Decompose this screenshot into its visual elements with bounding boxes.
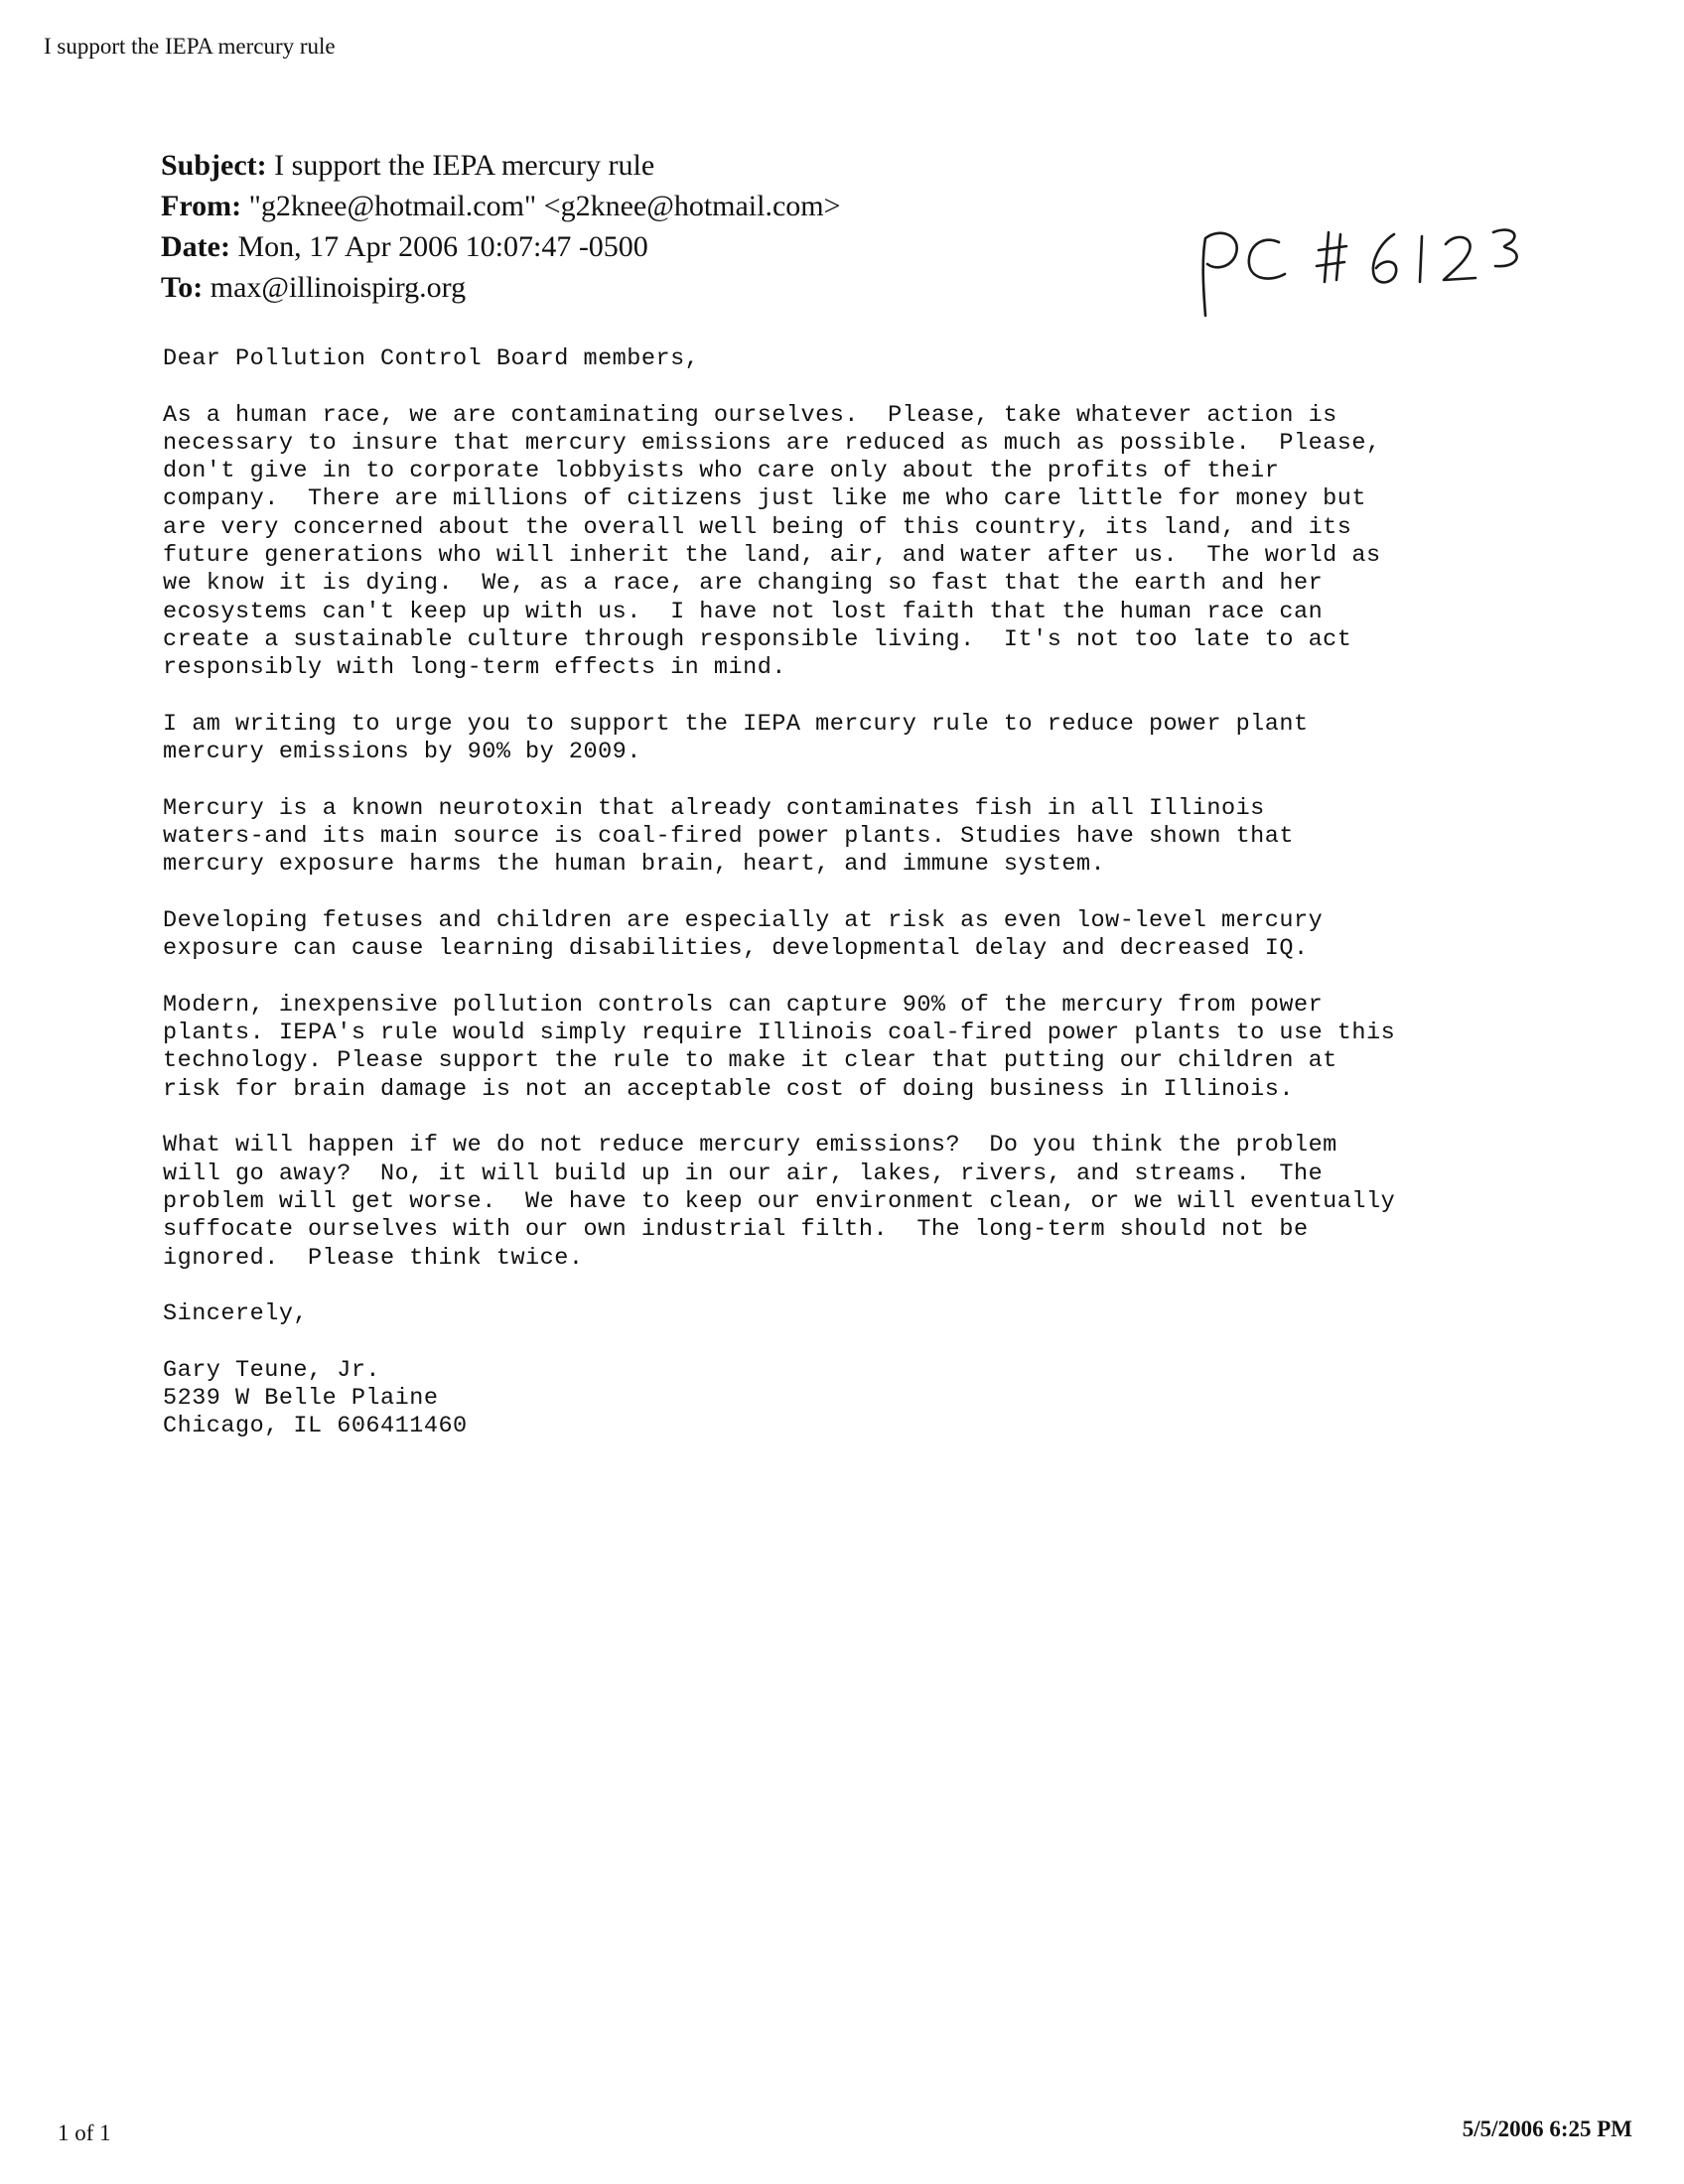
date-value: Mon, 17 Apr 2006 10:07:47 -0500	[237, 230, 648, 263]
greeting: Dear Pollution Control Board members,	[163, 345, 700, 372]
date-label: Date:	[161, 230, 230, 263]
from-row	[161, 186, 841, 226]
email-headers	[161, 145, 841, 308]
to-label: To:	[161, 271, 204, 304]
body-paragraph: Mercury is a known neurotoxin that already contaminates fish in all Illinois waters-and its main source is coal-fired power plants. Studies have shown that mercury exposure harms the human brain, heart, and immune system.	[163, 794, 1294, 879]
body-paragraph: Modern, inexpensive pollution controls can capture 90% of the mercury from power plants. IEPA's rule would simply require Illinois coal-fired power plants to use this technology. Please support the rule to make it clear that putting our children at risk for brain damage is not an acceptable cost of doing business in Illinois.	[163, 991, 1396, 1103]
email-body	[163, 345, 1553, 1469]
body-paragraph: Developing fetuses and children are especially at risk as even low-level mercury exposure can cause learning disabilities, developmental delay and decreased IQ.	[163, 906, 1324, 963]
subject-row	[161, 145, 841, 186]
print-header-title: I support the IEPA mercury rule	[44, 34, 336, 59]
closing: Sincerely,	[163, 1300, 309, 1328]
to-value: max@illinoispirg.org	[210, 271, 467, 304]
subject-value: I support the IEPA mercury rule	[274, 149, 655, 182]
printed-timestamp: 5/5/2006 6:25 PM	[1462, 2116, 1632, 2141]
body-paragraph: As a human race, we are contaminating ourselves. Please, take whatever action is necessary to insure that mercury emissions are reduced as much as possible. Please, don't give in to corporate lobbyists who care only about the profits of their company. There are millions of citizens just like me who care little for money but are very concerned about the overall well being of this country, its land, and its future generations who will inherit the land, air, and water after us. The world as we know it is dying. We, as a race, are changing so fast that the earth and her ecosystems can't keep up with us. I have not lost faith that the human race can create a sustainable culture through responsible living. It's not too late to act responsibly with long-term effects in mind.	[163, 401, 1381, 682]
page-count: 1 of 1	[58, 2120, 111, 2145]
subject-label: Subject:	[161, 149, 267, 182]
to-row	[161, 267, 841, 308]
date-row	[161, 226, 841, 267]
from-label: From:	[161, 190, 242, 222]
body-paragraph: I am writing to urge you to support the IEPA mercury rule to reduce power plant mercury emissions by 90% by 2009.	[163, 710, 1309, 766]
handwritten-annotation	[1192, 220, 1549, 330]
signature-block: Gary Teune, Jr. 5239 W Belle Plaine Chicago, IL 606411460	[163, 1356, 468, 1440]
from-value: "g2knee@hotmail.com" <g2knee@hotmail.com>	[248, 190, 841, 222]
body-paragraph: What will happen if we do not reduce mercury emissions? Do you think the problem will go away? No, it will build up in our air, lakes, rivers, and streams. The problem will get worse. We have to keep our environment clean, or we will eventually suffocate ourselves with our own industrial filth. The long-term should not be ignored. Please think twice.	[163, 1132, 1396, 1272]
